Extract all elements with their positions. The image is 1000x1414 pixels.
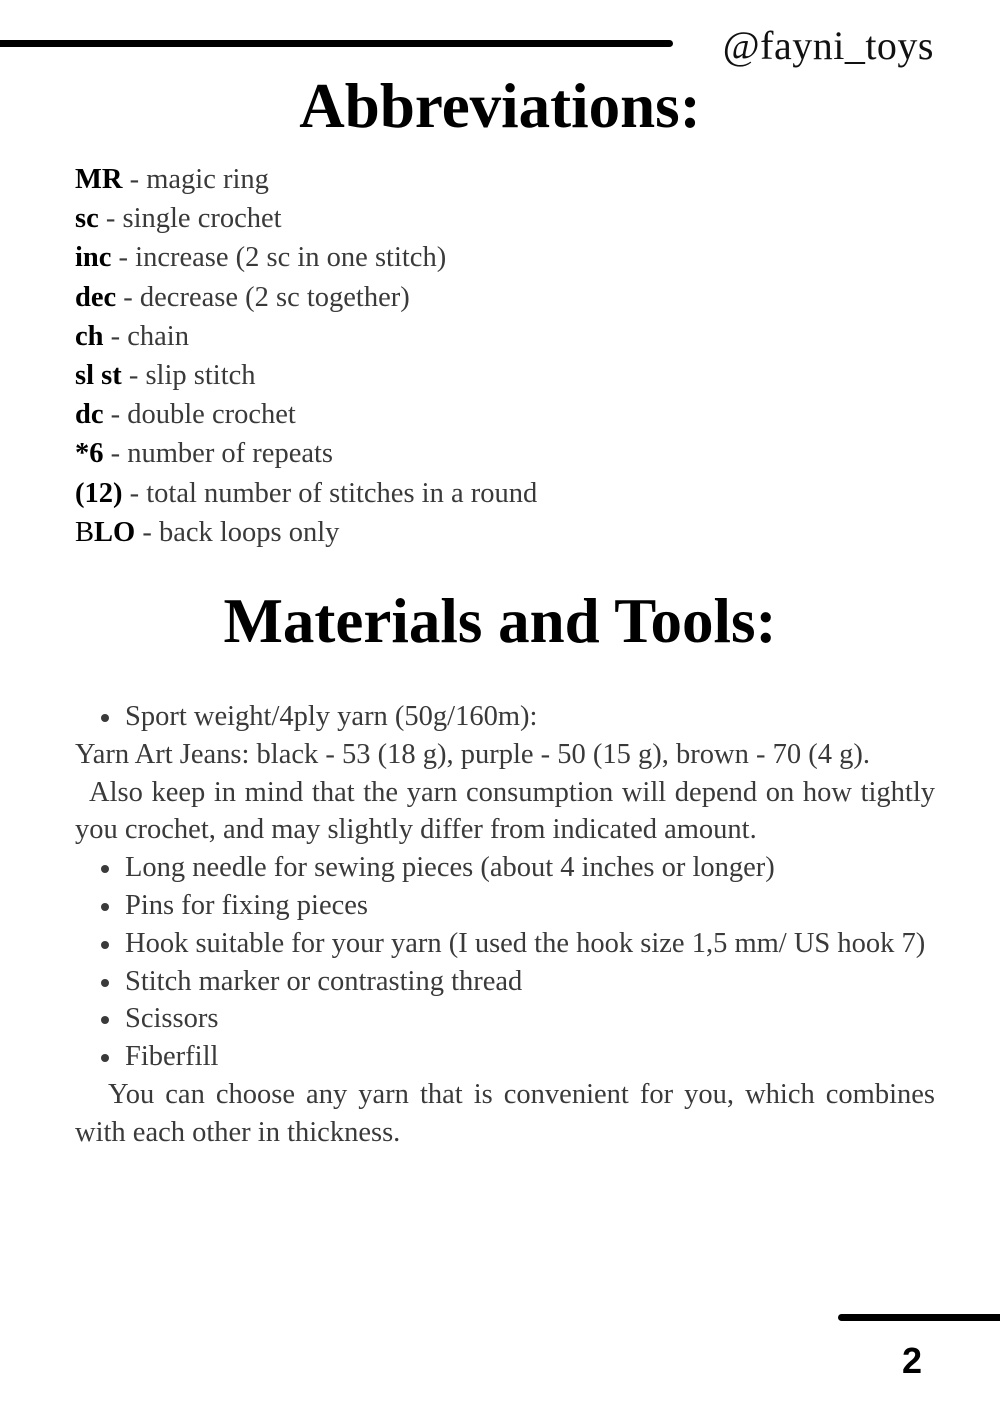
abbreviation-term: MR [75,164,123,195]
tools-list [75,849,935,1076]
list-item: Hook suitable for your yarn (I used the hook size 1,5 mm/ US hook 7) [75,925,935,963]
author-handle: @fayni_toys [722,23,934,68]
list-item: Scissors [75,1000,935,1038]
abbreviation-separator: - [129,164,140,195]
page-number: 2 [901,1340,922,1381]
abbreviation-term-prefix: B [75,516,95,548]
list-item: Pins for fixing pieces [75,887,935,925]
abbreviation-definition: single crochet [122,203,282,235]
abbreviation-term: sl st [75,360,122,392]
abbreviation-term: dec [75,281,117,313]
yarn-note: Also keep in mind that the yarn consumption will depend on how tightly you crochet, and may slightly differ from indicated amount. [75,776,935,846]
closing-note: You can choose any yarn that is convenient for you, which combines with each other in thickness. [75,1078,935,1148]
abbreviation-term: (12) [75,477,123,509]
yarn-detail: Yarn Art Jeans: black - 53 (18 g), purple - 50 (15 g), brown - 70 (4 g). [75,738,870,770]
abbreviation-item [75,513,537,552]
abbreviation-definition: back loops only [158,516,340,548]
abbreviation-item [75,474,537,513]
abbreviation-item [75,160,537,199]
abbreviation-separator: - [105,203,116,235]
abbreviation-term: dc [75,399,104,431]
list-item: Fiberfill [75,1038,935,1076]
abbreviations-title: Abbreviations: [299,71,701,141]
abbreviation-separator: - [128,360,139,392]
abbreviation-separator: - [110,438,121,470]
abbreviation-separator: - [118,242,129,274]
abbreviation-item [75,356,537,395]
abbreviation-term: *6 [75,438,104,470]
abbreviation-item [75,395,537,434]
abbreviation-term: sc [75,203,99,235]
abbreviation-item [75,278,537,317]
abbreviation-item [75,434,537,473]
abbreviation-term: ch [75,320,104,352]
materials-title: Materials and Tools: [223,586,777,656]
abbreviation-definition: chain [127,320,189,352]
materials-section [75,698,935,1152]
abbreviation-item [75,199,537,238]
list-item: Sport weight/4ply yarn (50g/160m): [75,698,935,736]
abbreviation-definition: double crochet [127,399,296,431]
abbreviation-definition: number of repeats [127,438,333,470]
abbreviation-separator: - [129,477,140,509]
abbreviation-separator: - [110,320,121,352]
abbreviation-separator: - [142,516,152,548]
abbreviation-definition: slip stitch [145,360,256,392]
abbreviations-list [75,160,537,552]
abbreviation-separator: - [110,399,121,431]
header-divider [0,40,673,47]
abbreviation-definition: increase (2 sc in one stitch) [135,242,447,274]
list-item: Long needle for sewing pieces (about 4 inches or longer) [75,849,935,887]
abbreviation-separator: - [123,281,133,313]
abbreviation-term [75,517,135,548]
abbreviation-definition: total number of stitches in a round [146,477,538,509]
abbreviation-term: inc [75,242,112,274]
materials-yarn-list [75,698,935,736]
abbreviation-term-rest: LO [94,516,136,548]
abbreviation-item [75,238,537,277]
abbreviation-item [75,317,537,356]
abbreviation-definition: magic ring [146,164,269,195]
footer-divider [838,1314,1000,1321]
list-item: Stitch marker or contrasting thread [75,963,935,1001]
abbreviation-definition: decrease (2 sc together) [139,281,410,313]
